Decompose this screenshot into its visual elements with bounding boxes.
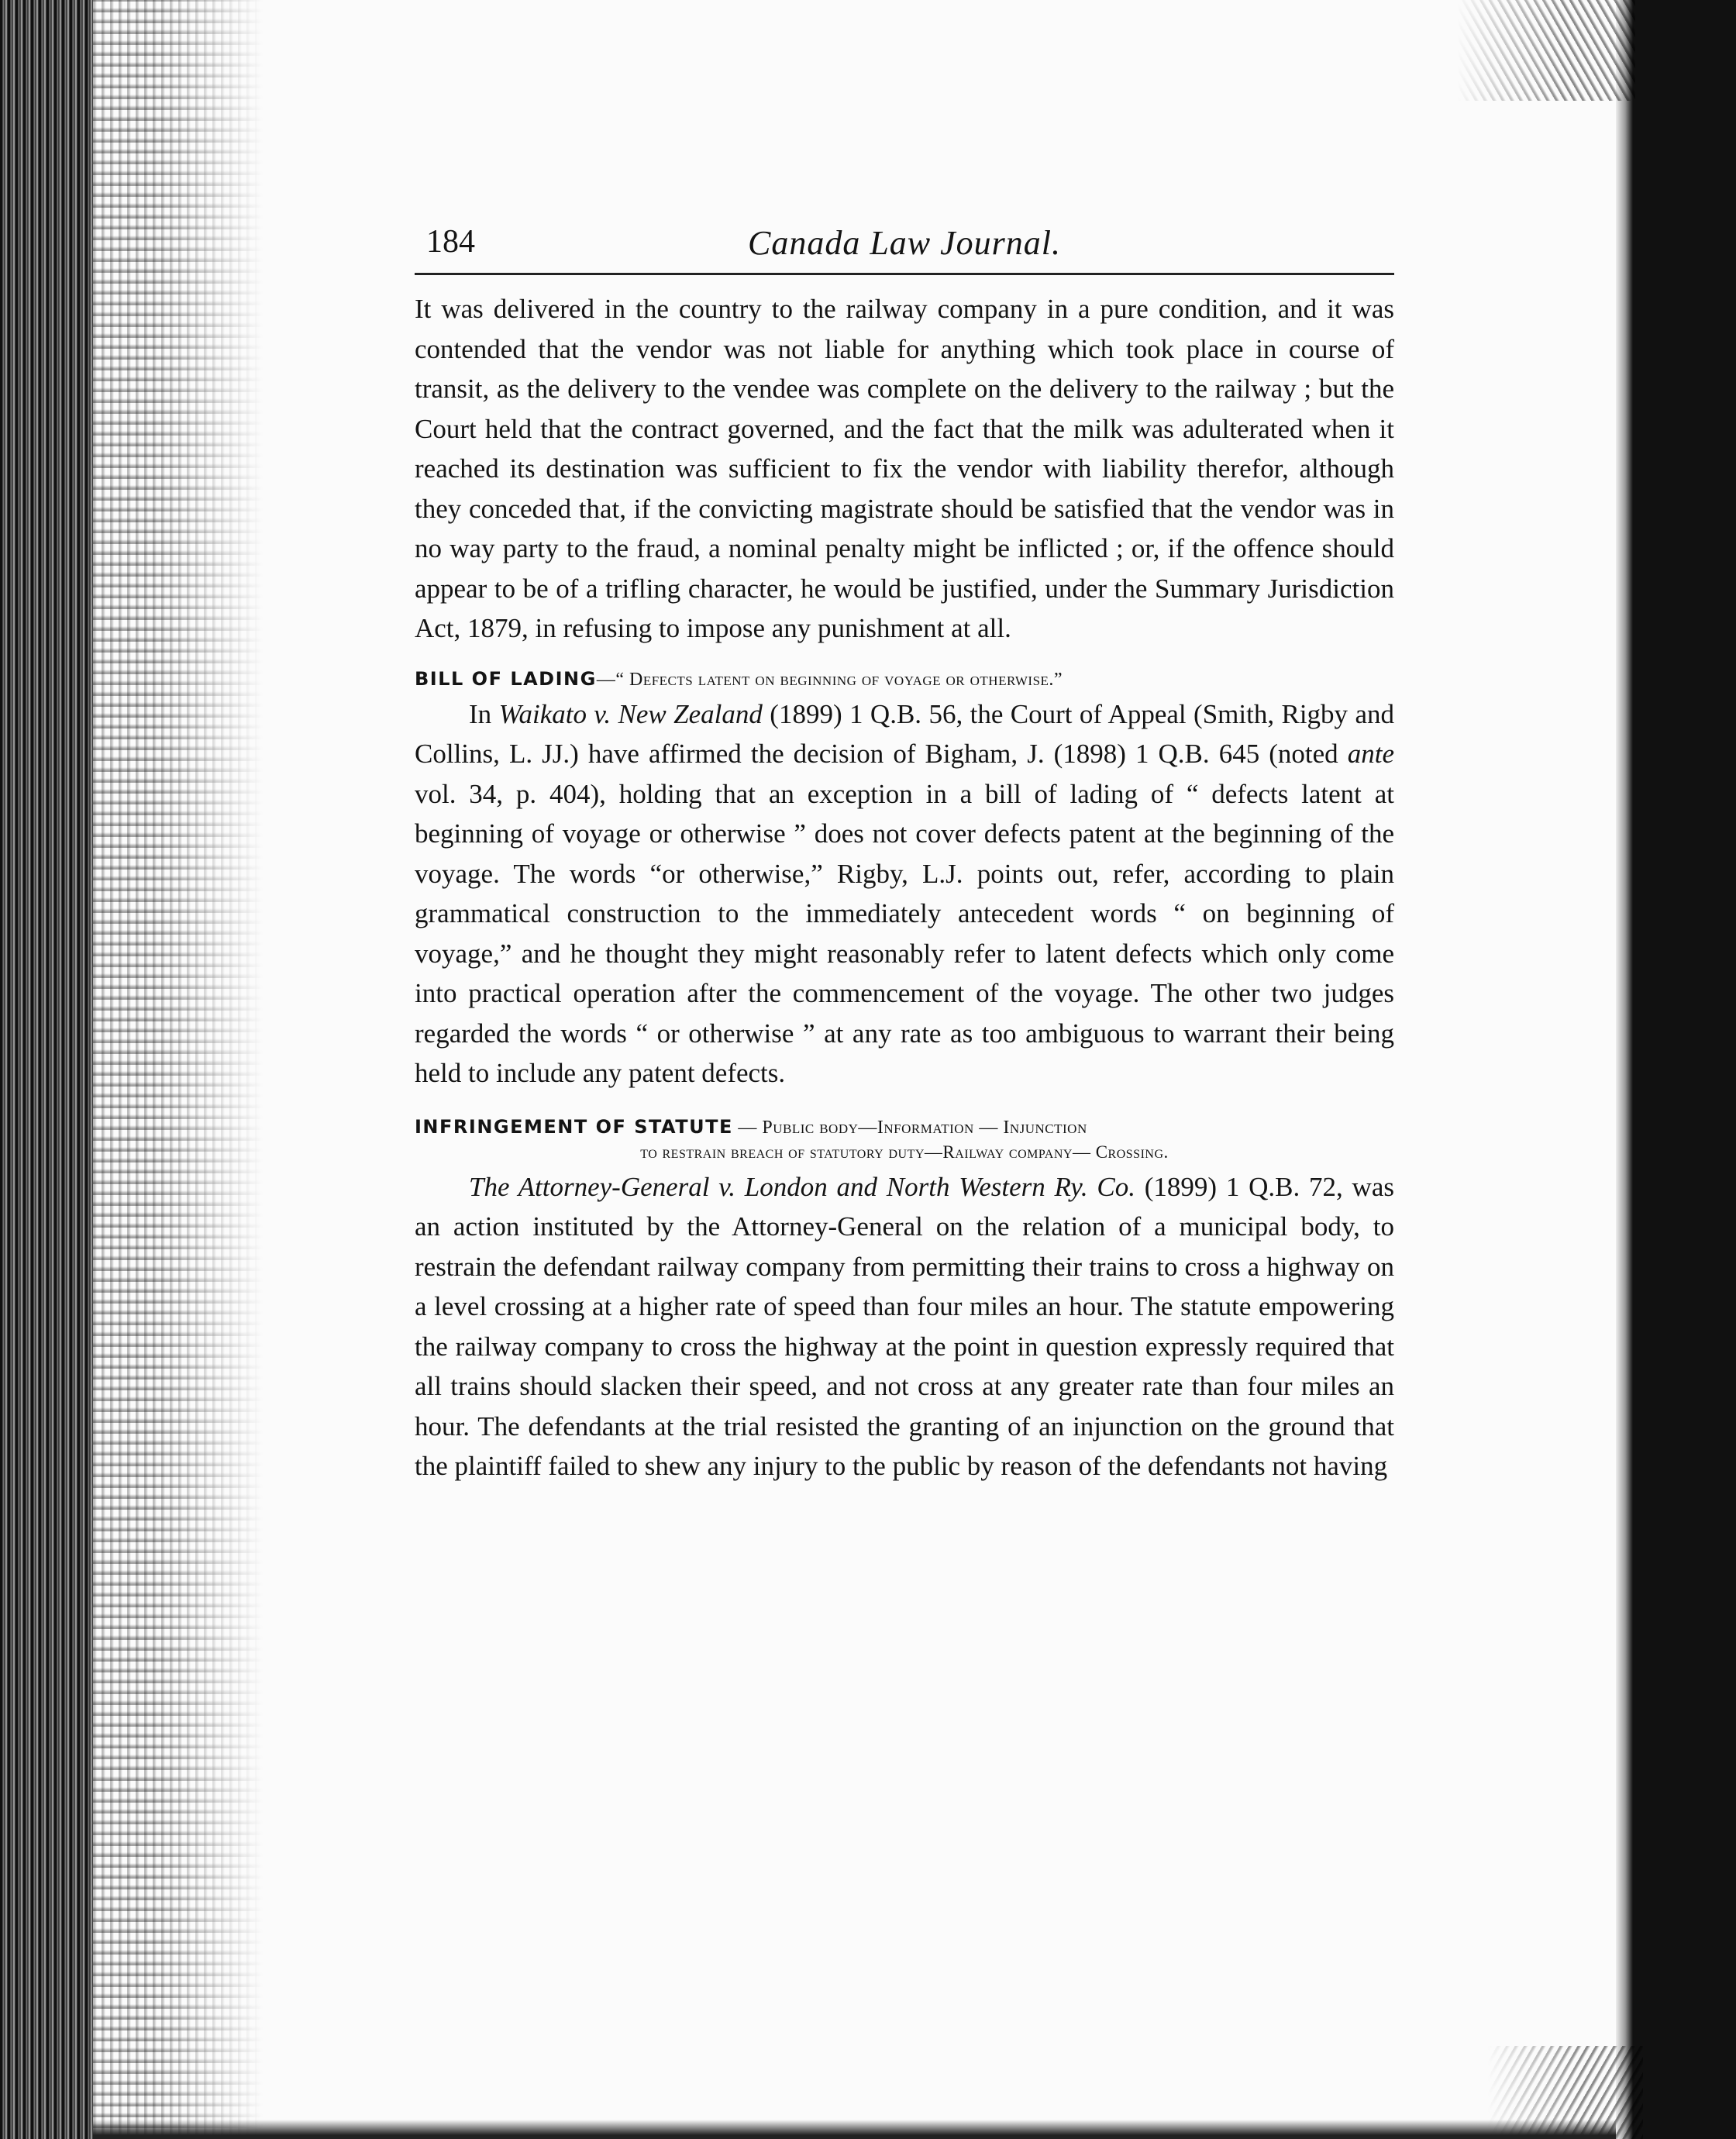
journal-title: Canada Law Journal. [747, 224, 1062, 262]
case-name-attorney-general: The Attorney-General v. London and North Western Ry. Co. [469, 1171, 1135, 1202]
page-bottom-edge [93, 2120, 1616, 2139]
bill-of-lading-text-1: (1899) 1 Q.B. 56, the Court of Appeal (Smith, Rigby and Collins, L. JJ.) have affirmed the decision of Bigham, J. (1898) 1 Q.B. 645 (noted [415, 698, 1395, 769]
bill-of-lading-title: BILL OF LADING [415, 667, 597, 690]
infringement-heading [415, 1114, 1394, 1166]
page-number: 184 [426, 224, 475, 260]
infringement-subtitle: — Public body—Information — Injunction [732, 1117, 1087, 1138]
bill-of-lading-heading [415, 666, 1394, 693]
continuation-paragraph: It was delivered in the country to the railway company in a pure condition, and it was contended that the vendor was not liable for anything which took place in course of transit, as the delivery to the vendee was complete on the delivery to the railway ; but the Court held that the contract governed, and the fact that the milk was adulterated when it reached its destination was sufficient to fix the vendor with liability therefor, although they conceded that, if the convicting magistrate should be satisfied that the vendor was in no way party to the fraud, a nominal penalty might be inflicted ; or, if the offence should appear to be of a trifling character, he would be justified, under the Summary Jurisdiction Act, 1879, in refusing to impose any punishment at all. [415, 294, 1394, 643]
case-name-waikato: Waikato v. New Zealand [498, 698, 763, 729]
page-content [415, 217, 1394, 1486]
book-binding-left-edge [0, 0, 93, 2139]
ante-word: ante [1347, 739, 1394, 769]
header-rule [415, 273, 1394, 275]
scan-noise-left [93, 0, 264, 2139]
infringement-title: INFRINGEMENT OF STATUTE [415, 1115, 733, 1138]
bill-of-lading-text-2: vol. 34, p. 404), holding that an exception in a bill of lading of “ defects latent at beginning of voyage or otherwise ” does not cover defects patent at the beginning of the voyage. The words “or otherwise,” Rigby, L.J. points out, refer, according to plain grammatical construction to the immediately antecedent words “ on beginning of voyage,” and he thought they might reasonably refer to latent defects which only come into practical operation after the commencement of the voyage. The other two judges regarded the words “ or otherwise ” at any rate as too ambiguous to warrant their being held to include any patent defects. [415, 778, 1394, 1088]
book-binding-right-edge [1616, 0, 1736, 2139]
case-intro: In [469, 698, 499, 729]
infringement-paragraph [415, 1167, 1394, 1486]
infringement-text: (1899) 1 Q.B. 72, was an action instituted by the Attorney-General on the relation of a municipal body, to restrain the defendant railway company from permitting their trains to cross a highway on a level crossing at a higher rate of speed than four miles an hour. The statute empowering the railway company to cross the highway at the point in question expressly required that all trains should slacken their speed, and not cross at any greater rate than four miles an hour. The defendants at the trial resisted the granting of an injunction on the ground that the plaintiff failed to shew any injury to the public by reason of the defendants not having [415, 1171, 1394, 1481]
bill-of-lading-paragraph [415, 694, 1394, 1094]
infringement-subtitle-line2: to restrain breach of statutory duty—Railway company— Crossing. [640, 1142, 1169, 1162]
running-head [415, 217, 1394, 273]
bill-of-lading-subtitle: —“ Defects latent on beginning of voyage or otherwise.” [596, 669, 1063, 690]
scan-noise-top-right [1457, 0, 1635, 101]
